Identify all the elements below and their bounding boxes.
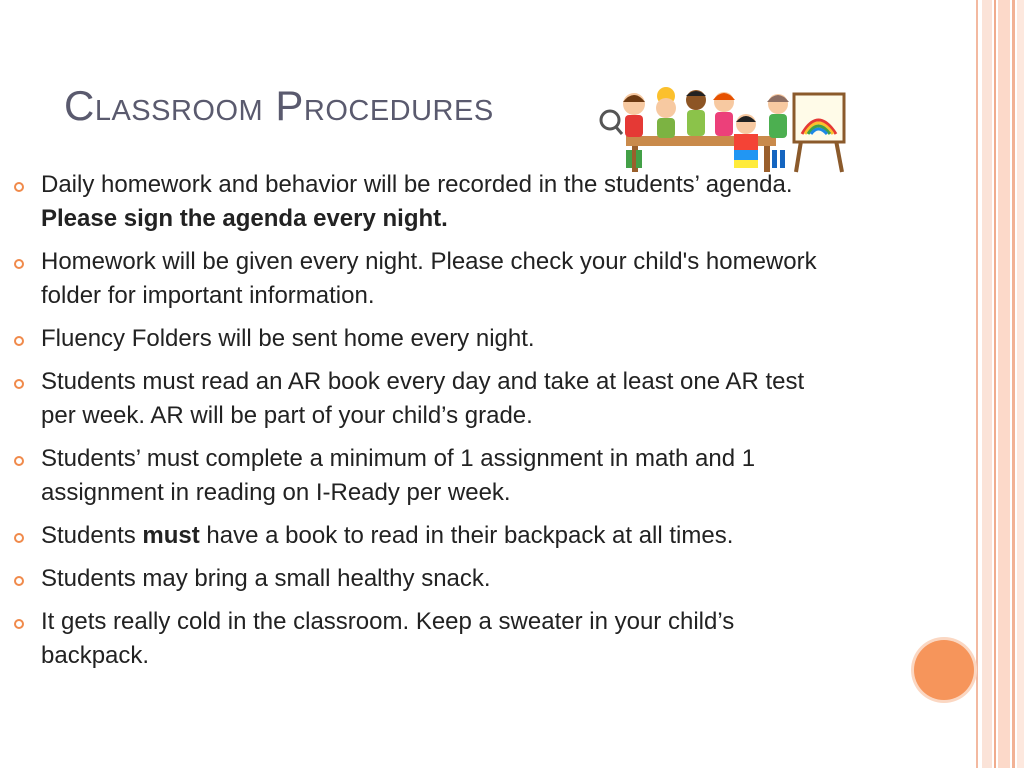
list-item: Students must have a book to read in their backpack at all times.	[14, 519, 844, 553]
slide-title: Classroom Procedures	[64, 82, 494, 129]
decorative-stripes	[976, 0, 1024, 768]
bullet-icon	[14, 456, 24, 466]
list-item: Daily homework and behavior will be recorded in the students’ agenda. Please sign the agenda every night.	[14, 168, 844, 236]
list-item: Students must read an AR book every day and take at least one AR test per week. AR will be part of your child’s grade.	[14, 365, 844, 433]
bullet-icon	[14, 619, 24, 629]
children-classroom-clipart-icon	[596, 84, 852, 174]
list-item: It gets really cold in the classroom. Keep a sweater in your child’s backpack.	[14, 605, 844, 673]
procedure-list	[14, 168, 844, 682]
list-item: Homework will be given every night. Please check your child's homework folder for important information.	[14, 245, 844, 313]
list-item: Fluency Folders will be sent home every night.	[14, 322, 844, 356]
list-item: Students’ must complete a minimum of 1 assignment in math and 1 assignment in reading on I-Ready per week.	[14, 442, 844, 510]
bullet-icon	[14, 379, 24, 389]
bullet-icon	[14, 336, 24, 346]
bullet-icon	[14, 533, 24, 543]
bullet-icon	[14, 259, 24, 269]
decorative-circle	[914, 640, 974, 700]
bullet-icon	[14, 182, 24, 192]
bullet-icon	[14, 576, 24, 586]
list-item: Students may bring a small healthy snack.	[14, 562, 844, 596]
